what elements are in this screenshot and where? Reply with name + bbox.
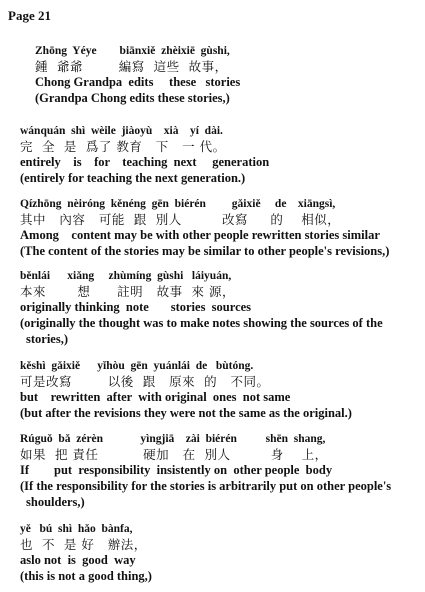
english-gloss-line: originally thinking note stories sources — [20, 300, 252, 314]
translation-line: (but after the revisions they were not the same as the original.) — [20, 406, 352, 420]
page-number: Page 21 — [8, 8, 51, 23]
translation-line-continued: stories,) — [26, 332, 68, 346]
translation-line: (If the responsibility for the stories is arbitrarily put on other people's — [20, 479, 392, 493]
pinyin-line: Qízhōng nèiróng kěnéng gēn biérén gǎixiě de xiāngsì, — [20, 198, 336, 210]
pinyin-line: Rúguǒ bǎ zérèn yìngjiā zài biérén shēn shang, — [20, 433, 326, 445]
english-gloss-line: Chong Grandpa edits these stories — [35, 75, 241, 89]
chinese-line: 如果 把 責任 硬加 在 別人 身 上， — [20, 447, 328, 462]
english-gloss-line: entirely is for teaching next generation — [20, 155, 270, 169]
english-gloss-line: but rewritten after with original ones not same — [20, 390, 291, 404]
chinese-line: 鍾 爺爺 編寫 這些 故事， — [35, 59, 228, 74]
translation-line: (Grandpa Chong edits these stories,) — [35, 91, 230, 105]
translation-line: (entirely for teaching the next generation.) — [20, 171, 246, 185]
chinese-line: 其中 內容 可能 跟 別人 改寫 的 相似， — [20, 212, 341, 227]
translation-line: (this is not a good thing,) — [20, 569, 152, 583]
pinyin-line: běnlái xiǎng zhùmíng gùshi láiyuán, — [20, 270, 232, 282]
translation-line: (The content of the stories may be similar to other people's revisions,) — [20, 244, 390, 258]
chinese-line: 可是改寫 以後 跟 原來 的 不同。 — [20, 374, 270, 389]
translation-line: (originally the thought was to make notes showing the sources of the — [20, 316, 383, 330]
english-gloss-line: aslo not is good way — [20, 553, 136, 567]
pinyin-line: wánquán shì wèile jiàoyù xià yí dài. — [20, 125, 223, 137]
pinyin-line: Zhōng Yéye biānxiě zhèixiē gùshi, — [35, 45, 230, 57]
chinese-line: 也 不 是 好 辦法， — [20, 537, 147, 552]
chinese-line: 完 全 是 爲了 教育 下 一 代。 — [20, 139, 226, 154]
pinyin-line: yě bú shì hǎo bànfa, — [20, 523, 133, 535]
translation-line-continued: shoulders,) — [26, 495, 85, 509]
chinese-line: 本來 想 註明 故事 來 源， — [20, 284, 235, 299]
english-gloss-line: If put responsibility insistently on other people body — [20, 463, 333, 477]
english-gloss-line: Among content may be with other people rewritten stories similar — [20, 228, 380, 242]
pinyin-line: kěshì gǎixiě yǐhòu gēn yuánlái de bùtóng. — [20, 360, 254, 372]
